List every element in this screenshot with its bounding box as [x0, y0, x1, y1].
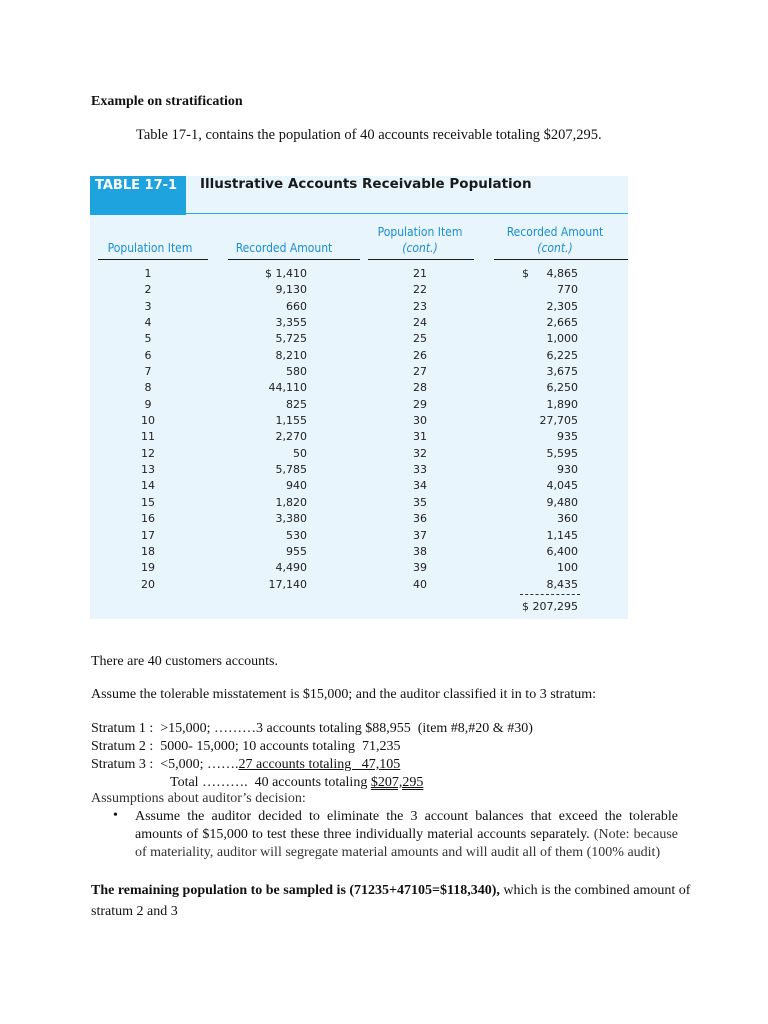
items-left-column	[128, 266, 168, 593]
table-cell: $ 1,410	[265, 267, 307, 280]
stratum-3	[91, 756, 533, 774]
header-rule	[228, 259, 360, 260]
table-cell: 28	[413, 381, 427, 395]
bullet-icon: •	[113, 808, 118, 823]
table-cell: 9,130	[275, 283, 307, 297]
assumption-bullet	[135, 808, 678, 862]
table-cell: 4	[144, 316, 152, 330]
stratum-total	[91, 774, 533, 792]
table-cell: 21	[413, 267, 427, 280]
remaining-rest: which is the combined amount of stratum 2 and 3	[91, 883, 691, 919]
table-cell: 13	[141, 463, 155, 477]
table-cell: 40	[413, 577, 427, 591]
table-cell: 37	[413, 528, 427, 542]
table-cell: 6,250	[546, 381, 578, 395]
table-cell: 9	[144, 397, 152, 411]
bullet-main-text: Assume the auditor decided to eliminate the 3 account balances that exceed the tolerable amounts of $15,000 to test these three individually material accounts separately.	[135, 809, 678, 842]
table-cell: 12	[141, 446, 155, 460]
amounts-right-column	[500, 266, 578, 593]
table-cell: 29	[413, 397, 427, 411]
table-cell: 27	[413, 365, 427, 379]
table-label: TABLE 17-1	[90, 176, 186, 215]
table-cell: 50	[293, 446, 307, 460]
table-cell: 7	[144, 365, 152, 379]
table-cell: 10	[141, 414, 155, 428]
table-cell: 6,225	[546, 348, 578, 362]
table-cell: 34	[413, 479, 427, 493]
table-cell: 5,595	[546, 446, 578, 460]
table-cell: 20	[141, 577, 155, 591]
table-cell: 1,000	[546, 332, 578, 346]
table-cell: 15	[141, 495, 155, 509]
table-cell: 44,110	[268, 381, 307, 395]
table-cell: 825	[286, 397, 307, 411]
table-cell: 2,665	[546, 316, 578, 330]
table-cell: 2,305	[546, 299, 578, 313]
total-prefix: Total ………. 40 accounts totaling	[170, 775, 371, 790]
header-rule	[98, 259, 208, 260]
table-cell: 4,490	[275, 561, 307, 575]
stratum-2: Stratum 2 : 5000- 15,000; 10 accounts totaling 71,235	[91, 739, 401, 754]
remaining-bold: The remaining population to be sampled is (71235+47105=$118,340),	[91, 883, 500, 898]
table-cell: 39	[413, 561, 427, 575]
remaining-population	[91, 880, 691, 922]
table-cell: 38	[413, 544, 427, 558]
table-cell: 36	[413, 512, 427, 526]
table-cell: 940	[286, 479, 307, 493]
table-cell: 8	[144, 381, 152, 395]
table-cell: 14	[141, 479, 155, 493]
table-cell: 8,435	[546, 577, 578, 591]
intro-paragraph: Table 17-1, contains the population of 40 accounts receivable totaling $207,295.	[136, 127, 602, 143]
header-rule	[368, 259, 474, 260]
table-cell: 1,890	[546, 397, 578, 411]
stratum-3-value: 27 accounts totaling 47,105	[238, 757, 401, 772]
col-header-line: Recorded Amount	[506, 225, 604, 239]
table-cell: 17	[141, 528, 155, 542]
total-amount: $207,295	[370, 775, 424, 790]
col-header-population-item-cont	[368, 224, 472, 256]
col-header-recorded-amount: Recorded Amount	[235, 241, 333, 255]
table-cell: 6,400	[546, 544, 578, 558]
table-cell: 935	[557, 430, 578, 444]
col-header-cont: (cont.)	[537, 241, 573, 255]
table-cell: 1	[144, 267, 152, 280]
table-cell: 530	[286, 528, 307, 542]
table-cell: 2,270	[275, 430, 307, 444]
table-cell: 955	[286, 544, 307, 558]
strata-list	[91, 720, 533, 792]
table-cell: 930	[557, 463, 578, 477]
table-cell: 32	[413, 446, 427, 460]
table-cell: 31	[413, 430, 427, 444]
table-cell: 24	[413, 316, 427, 330]
table-cell: 3	[144, 299, 152, 313]
table-cell: 19	[141, 561, 155, 575]
table-total: $ 207,295	[522, 600, 578, 613]
table-cell: 1,820	[275, 495, 307, 509]
table-cell: 3,380	[275, 512, 307, 526]
table-cell: 1,155	[275, 414, 307, 428]
table-title-rule	[186, 213, 628, 214]
table-cell: 3,355	[275, 316, 307, 330]
table-cell: 660	[286, 299, 307, 313]
table-cell: 9,480	[546, 495, 578, 509]
stratum-3-prefix: Stratum 3 : <5,000; …….	[91, 757, 239, 772]
table-cell: 26	[413, 348, 427, 362]
table-cell: 2	[144, 283, 152, 297]
table-cell: 4,045	[546, 479, 578, 493]
amounts-left-column	[240, 266, 307, 593]
items-right-column	[400, 266, 440, 593]
table-cell: 580	[286, 365, 307, 379]
table-cell: 23	[413, 299, 427, 313]
table-cell: $ 4,865	[522, 267, 578, 280]
table-cell: 6	[144, 348, 152, 362]
table-cell: 100	[557, 561, 578, 575]
table-cell: 11	[141, 430, 155, 444]
table-title: Illustrative Accounts Receivable Population	[200, 176, 532, 192]
table-cell: 770	[557, 283, 578, 297]
total-rule	[520, 594, 580, 595]
table-cell: 1,145	[546, 528, 578, 542]
table-cell: 33	[413, 463, 427, 477]
col-header-population-item: Population Item	[107, 241, 193, 255]
table-cell: 25	[413, 332, 427, 346]
col-header-cont: (cont.)	[402, 241, 438, 255]
table-cell: 5,725	[275, 332, 307, 346]
bullet-note-text: (Note: because of materiality, auditor will segregate material amounts and will audit all of them (100% audit)	[135, 827, 678, 860]
customers-count: There are 40 customers accounts.	[91, 654, 278, 669]
table-cell: 30	[413, 414, 427, 428]
table-cell: 27,705	[539, 414, 578, 428]
table-cell: 18	[141, 544, 155, 558]
col-header-line: Population Item	[377, 225, 463, 239]
tolerable-misstatement: Assume the tolerable misstatement is $15,000; and the auditor classified it in to 3 stratum:	[91, 687, 597, 702]
col-header-recorded-amount-cont	[500, 224, 610, 256]
table-cell: 8,210	[275, 348, 307, 362]
stratum-1: Stratum 1 : >15,000; ………3 accounts totaling $88,955 (item #8,#20 & #30)	[91, 721, 533, 736]
table-cell: 360	[557, 512, 578, 526]
table-cell: 5,785	[275, 463, 307, 477]
header-rule	[494, 259, 628, 260]
table-cell: 22	[413, 283, 427, 297]
assumptions-heading: Assumptions about auditor’s decision:	[91, 791, 306, 806]
table-cell: 16	[141, 512, 155, 526]
table-cell: 17,140	[268, 577, 307, 591]
table-cell: 3,675	[546, 365, 578, 379]
document-heading: Example on stratification	[91, 94, 243, 109]
table-cell: 35	[413, 495, 427, 509]
table-cell: 5	[144, 332, 152, 346]
